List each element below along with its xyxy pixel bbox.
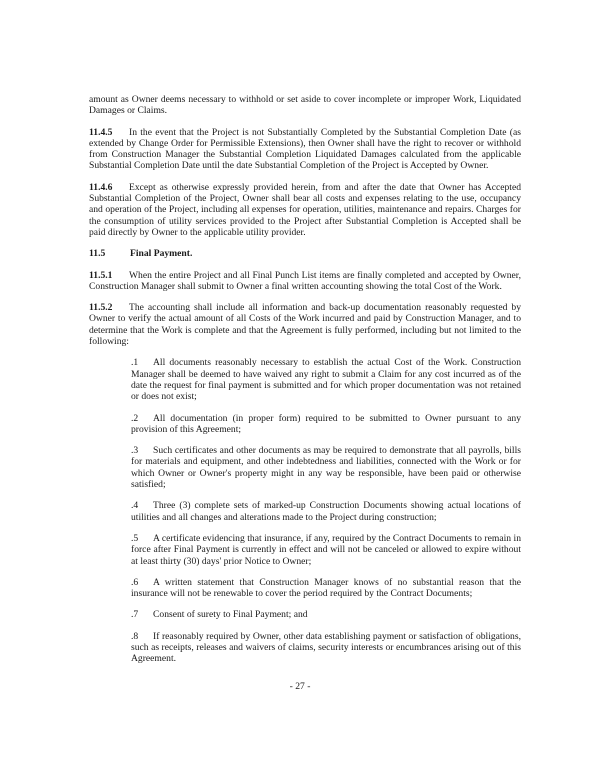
section-text: In the event that the Project is not Substantially Completed by the Substantial Completion Date (as extended by Change Order for Permissible Extensions), then Owner shall have the right to recover or withhold from Construction Manager the Substantial Completion Liquidated Damages calculated from the applicable Substantial Completion Date until the date Substantial Completion of the Project is Accepted by Owner. xyxy=(89,126,521,172)
list-item-number: .8 xyxy=(131,630,139,642)
heading-number: 11.5 xyxy=(89,248,106,260)
list-item-number: .5 xyxy=(131,532,139,544)
list-item-text: Three (3) complete sets of marked-up Construction Documents showing actual locations of utilities and all changes and alterations made to the Project during construction; xyxy=(131,500,521,523)
list-item-text: Such certificates and other documents as may be required to demonstrate that all payrolls, bills for materials and equipment, and other indebtedness and liabilities, connected with the Work or for which Owner or Owner's property might in any way be responsible, have been paid or otherwise satisfied; xyxy=(131,445,521,491)
list-item-number: .4 xyxy=(131,500,139,512)
section-heading-11-5 xyxy=(89,248,521,259)
list-item xyxy=(131,445,521,490)
list-item-text: Consent of surety to Final Payment; and xyxy=(153,609,308,621)
requirements-list xyxy=(131,357,521,664)
section-number: 11.4.6 xyxy=(89,181,113,193)
heading-title: Final Payment. xyxy=(130,248,193,260)
section-text: Except as otherwise expressly provided herein, from and after the date that Owner has Accepted Substantial Completion of the Project, Owner shall bear all costs and expenses relating to the use, occupancy and operation of the Project, including all expenses for operation, utilities, maintenance and repairs. Charges for the consumption of utility services provided to the Project after Substantial Completion is Accepted shall be paid directly by Owner to the applicable utility provider. xyxy=(89,181,521,238)
section-number: 11.4.5 xyxy=(89,126,113,138)
list-item xyxy=(131,609,521,620)
list-item-text: All documentation (in proper form) required to be submitted to Owner pursuant to any provision of this Agreement; xyxy=(131,412,521,435)
section-11-5-2 xyxy=(89,302,521,347)
list-item xyxy=(131,533,521,567)
list-item-text: All documents reasonably necessary to establish the actual Cost of the Work. Construction Manager shall be deemed to have waived any right to submit a Claim for any cost incurred as of the date the request for final payment is submitted and for which proper documentation was not retained or does not exist; xyxy=(131,357,521,403)
list-item-number: .1 xyxy=(131,357,139,369)
list-item xyxy=(131,577,521,600)
section-11-5-1 xyxy=(89,270,521,293)
section-11-4-6 xyxy=(89,182,521,238)
list-item-number: .2 xyxy=(131,412,139,424)
list-item-number: .6 xyxy=(131,576,139,588)
list-item xyxy=(131,631,521,665)
page-number: - 27 - xyxy=(289,681,311,692)
list-item-text: A certificate evidencing that insurance, if any, required by the Contract Documents to remain in force after Final Payment is currently in effect and will not be canceled or allowed to expire without at least thirty (30) days' prior Notice to Owner; xyxy=(131,532,521,567)
list-item-number: .7 xyxy=(131,609,139,621)
list-item xyxy=(131,413,521,436)
section-text: The accounting shall include all information and back-up documentation reasonably requested by Owner to verify the actual amount of all Costs of the Work incurred and paid by Construction Manager, and to determine that the Work is complete and that the Agreement is fully performed, including but not limited to the following: xyxy=(89,302,521,348)
section-number: 11.5.1 xyxy=(89,269,113,281)
section-number: 11.5.2 xyxy=(89,302,113,314)
list-item xyxy=(131,500,521,523)
document-page xyxy=(89,94,521,675)
list-item xyxy=(131,357,521,402)
continuation-paragraph: amount as Owner deems necessary to withhold or set aside to cover incomplete or improper Work, Liquidated Damages or Claims. xyxy=(89,94,521,117)
list-item-text: A written statement that Construction Manager knows of no substantial reason that the insurance will not be renewable to cover the period required by the Contract Documents; xyxy=(131,576,521,600)
section-11-4-5 xyxy=(89,127,521,172)
list-item-number: .3 xyxy=(131,445,139,457)
list-item-text: If reasonably required by Owner, other data establishing payment or satisfaction of obligations, such as receipts, releases and waivers of claims, security interests or encumbrances arising out of this Agreement. xyxy=(131,630,521,665)
section-text: When the entire Project and all Final Punch List items are finally completed and accepted by Owner, Construction Manager shall submit to Owner a final written accounting showing the total Cost of the Work. xyxy=(89,269,521,292)
